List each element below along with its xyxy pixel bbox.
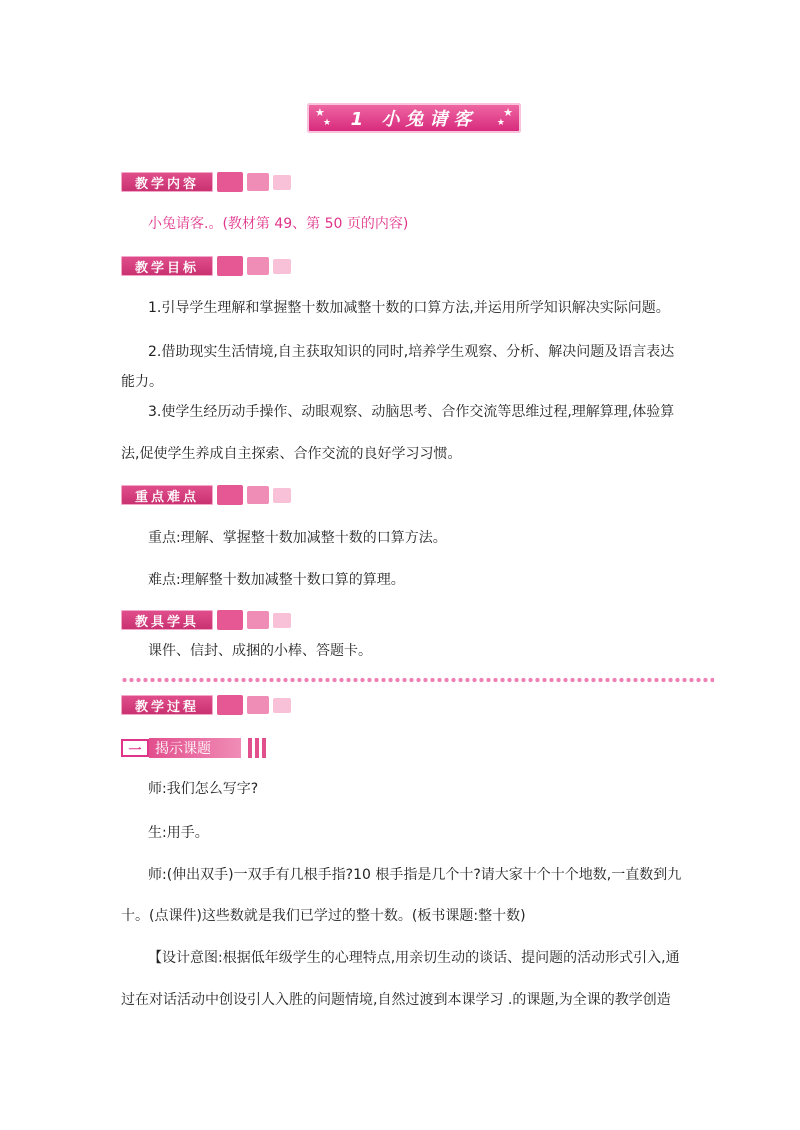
decor-square [217,172,243,192]
decor-square [273,259,291,274]
decor-square [247,173,269,191]
goal-2-line-2: 能力。 [121,374,163,390]
page-title: 1 小兔请客 [350,109,478,130]
sub-heading-number: 一 [121,739,149,757]
decor-square [217,485,243,505]
design-note-line-2: 过在对话活动中创设引人入胜的问题情境,自然过渡到本课学习 .的课题,为全课的教学创造 [121,992,671,1008]
section-header-content [121,171,291,193]
section-label: 重点难点 [121,485,213,505]
content-text: 小兔请客.。(教材第 49、第 50 页的内容) [148,216,409,232]
section-header-tools [121,609,291,631]
decor-square [247,611,269,629]
sub-heading [121,738,266,758]
section-label: 教具学具 [121,610,213,630]
tools-text: 课件、信封、成捆的小棒、答题卡。 [148,643,372,659]
section-header-process [121,694,291,716]
goal-3-line-1: 3.使学生经历动手操作、动眼观察、动脑思考、合作交流等思维过程,理解算理,体验算 [148,404,675,420]
decor-square [247,486,269,504]
decor-square [217,610,243,630]
decor-square [273,613,291,628]
dialogue-line-2: 生:用手。 [148,825,209,841]
section-header-goals [121,255,291,277]
section-label: 教学目标 [121,256,213,276]
goal-2-line-1: 2.借助现实生活情境,自主获取知识的同时,培养学生观察、分析、解决问题及语言表达 [148,344,675,360]
dotted-divider [121,677,714,683]
dialogue-line-3a: 师:(伸出双手)一双手有几根手指?10 根手指是几个十?请大家十个十个地数,一直数到九 [148,867,682,883]
decor-square [217,256,243,276]
sub-heading-label: 揭示课题 [149,738,241,758]
section-label: 教学内容 [121,172,213,192]
decor-square [247,696,269,714]
star-icon: ★ [315,106,325,119]
decor-square [273,175,291,190]
design-note-line-1: 【设计意图:根据低年级学生的心理特点,用亲切生动的谈话、提问题的活动形式引入,通 [148,950,680,966]
goal-3-line-2: 法,促使学生养成自主探索、合作交流的良好学习习惯。 [121,446,462,462]
dialogue-line-1: 师:我们怎么写字? [148,781,259,797]
decor-bars [245,738,266,758]
star-icon: ★ [496,118,505,128]
dialogue-line-3b: 十。(点课件)这些数就是我们已学过的整十数。(板书课题:整十数) [121,908,526,924]
section-header-keypoints [121,484,291,506]
goal-1: 1.引导学生理解和掌握整十数加减整十数的口算方法,并运用所学知识解决实际问题。 [148,300,670,316]
star-icon: ★ [323,118,332,128]
decor-square [217,695,243,715]
title-banner [307,103,521,133]
decor-square [273,698,291,713]
keypoint-1: 重点:理解、掌握整十数加减整十数的口算方法。 [148,530,447,546]
keypoint-2: 难点:理解整十数加减整十数口算的算理。 [148,572,405,588]
section-label: 教学过程 [121,695,213,715]
decor-square [273,488,291,503]
decor-square [247,257,269,275]
star-icon: ★ [503,106,513,119]
